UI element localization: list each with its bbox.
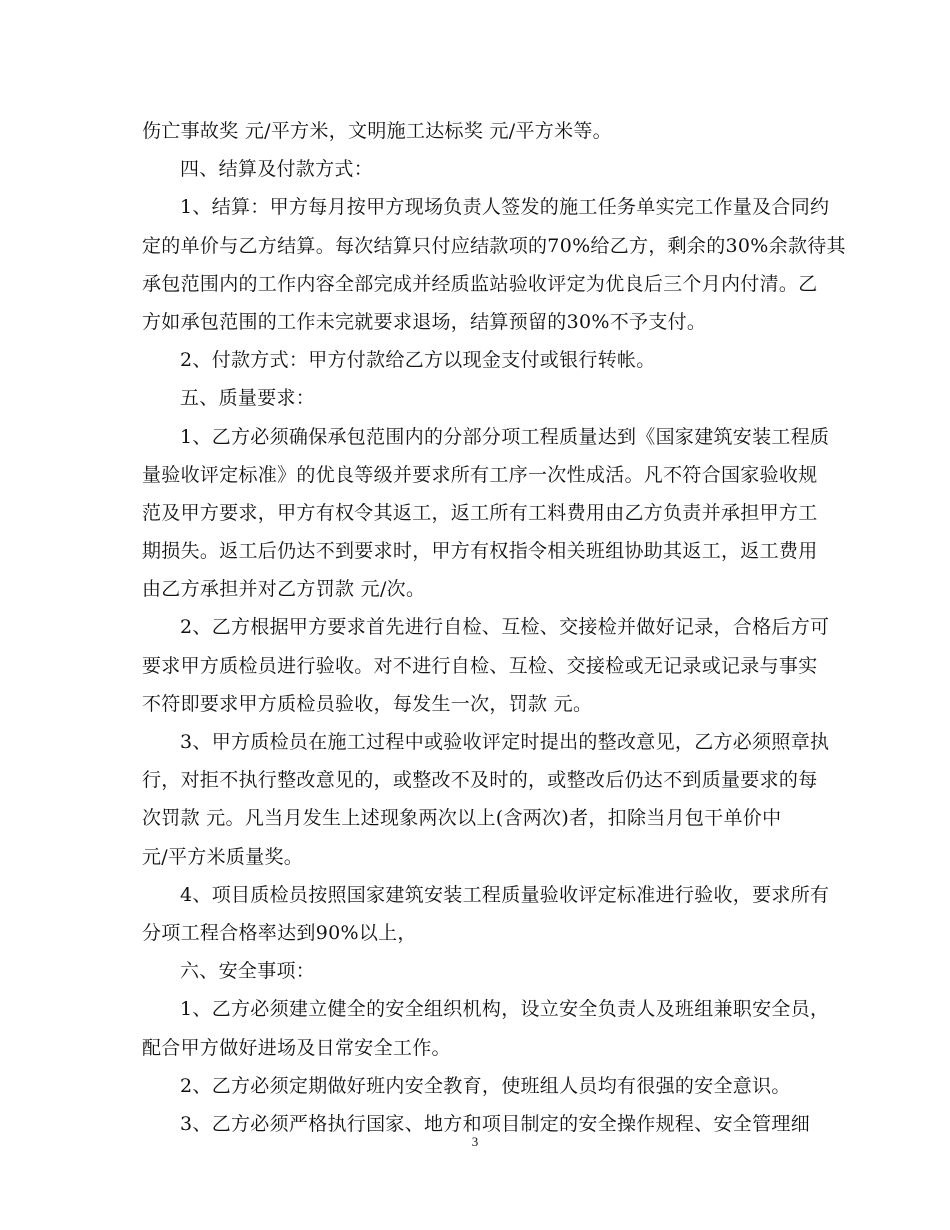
- text-line: 2、付款方式：甲方付款给乙方以现金支付或银行转帐。: [180, 349, 656, 372]
- section-heading-quality: 五、质量要求：: [180, 387, 316, 410]
- text-line: 4、项目质检员按照国家建筑安装工程质量验收评定标准进行验收，要求所有: [180, 883, 830, 906]
- text-line: 期损失。返工后仍达不到要求时，甲方有权指令相关班组协助其返工，返工费用: [142, 540, 818, 563]
- document-body: [142, 112, 846, 1143]
- text-line: 2、乙方必须定期做好班内安全教育，使班组人员均有很强的安全意识。: [180, 1074, 791, 1097]
- text-line: 3、甲方质检员在施工过程中或验收评定时提出的整改意见，乙方必须照章执: [180, 731, 830, 753]
- text-line: 方如承包范围的工作未完就要求退场，结算预留的30%不予支付。: [142, 310, 707, 333]
- text-line: 元/平方米质量奖。: [142, 845, 304, 868]
- text-line: 量验收评定标准》的优良等级并要求所有工序一次性成活。凡不符合国家验收规: [142, 463, 818, 486]
- text-line: 行，对拒不执行整改意见的，或整改不及时的，或整改后仍达不到质量要求的每: [142, 769, 818, 792]
- text-line: 2、乙方根据甲方要求首先进行自检、互检、交接检并做好记录，合格后方可: [180, 616, 830, 639]
- text-line: 定的单价与乙方结算。每次结算只付应结款项的70%给乙方，剩余的30%余款待其: [142, 234, 846, 257]
- text-line: 要求甲方质检员进行验收。对不进行自检、互检、交接检或无记录或记录与事实: [142, 654, 818, 677]
- text-line: 1、结算：甲方每月按甲方现场负责人签发的施工任务单实完工作量及合同约: [180, 196, 830, 219]
- text-line: 分项工程合格率达到90%以上，: [142, 921, 417, 944]
- text-line: 由乙方承担并对乙方罚款 元/次。: [142, 578, 426, 601]
- text-line: 配合甲方做好进场及日常安全工作。: [142, 1036, 451, 1059]
- text-line: 1、乙方必须建立健全的安全组织机构，设立安全负责人及班组兼职安全员，: [180, 998, 830, 1021]
- text-line: 1、乙方必须确保承包范围内的分部分项工程质量达到《国家建筑安装工程质: [180, 425, 830, 448]
- page-number: 3: [471, 1134, 479, 1149]
- text-line: 承包范围内的工作内容全部完成并经质监站验收评定为优良后三个月内付清。乙: [142, 272, 818, 295]
- section-heading-settlement: 四、结算及付款方式：: [180, 158, 374, 181]
- text-line: 次罚款 元。凡当月发生上述现象两次以上(含两次)者，扣除当月包干单价中: [142, 807, 782, 830]
- text-line: 伤亡事故奖 元/平方米，文明施工达标奖 元/平方米等。: [142, 120, 612, 142]
- section-heading-safety: 六、安全事项：: [180, 960, 316, 983]
- text-line: 3、乙方必须严格执行国家、地方和项目制定的安全操作规程、安全管理细: [180, 1112, 810, 1135]
- text-line: 范及甲方要求，甲方有权令其返工，返工所有工料费用由乙方负责并承担甲方工: [142, 501, 818, 524]
- text-line: 不符即要求甲方质检员验收，每发生一次，罚款 元。: [142, 692, 593, 715]
